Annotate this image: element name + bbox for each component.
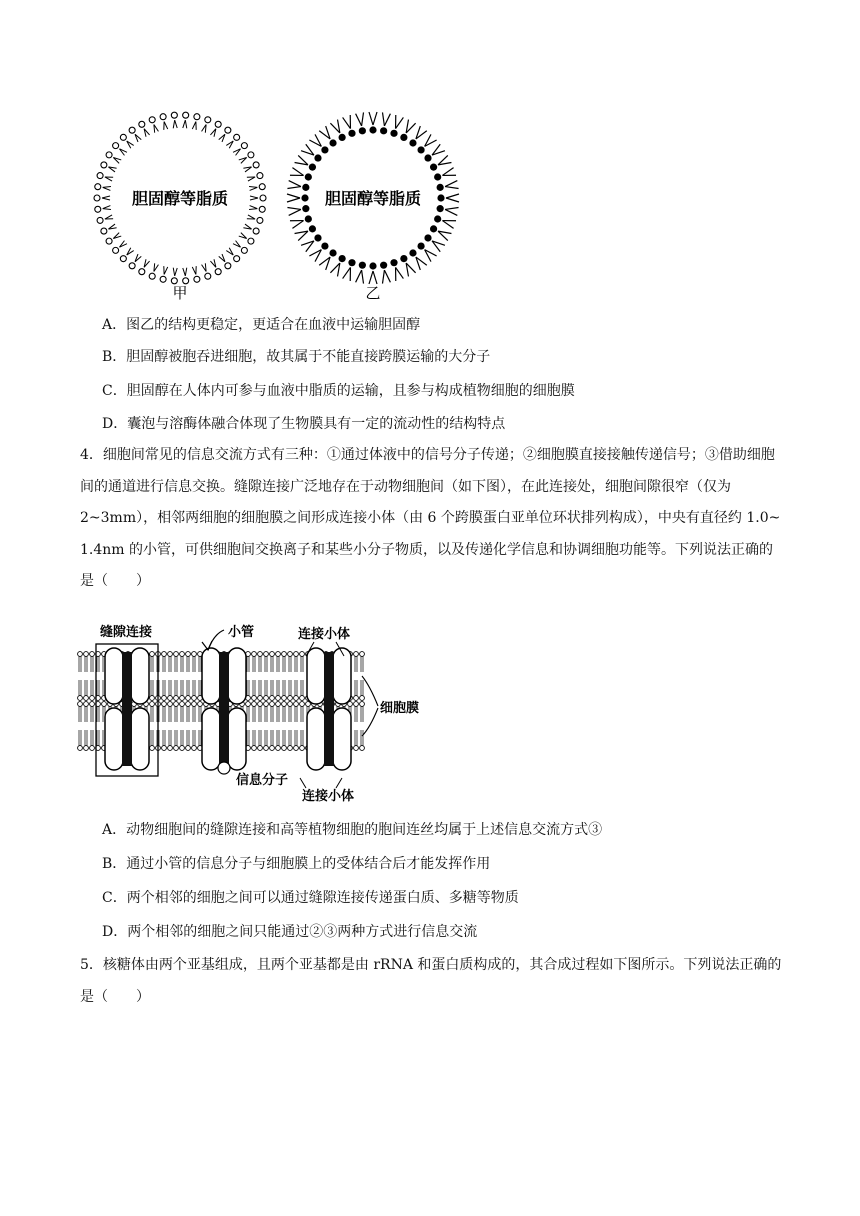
lipid-tail [173, 268, 174, 276]
lipid-tail [250, 198, 258, 200]
membrane-head [180, 652, 185, 657]
lipid-head [257, 217, 263, 223]
lipid-head [260, 195, 266, 201]
membrane-head [282, 702, 287, 707]
connexon-channels [105, 648, 351, 770]
connexon-subunit [307, 648, 325, 704]
lipid-head [437, 184, 444, 191]
connexon-subunit [333, 708, 351, 770]
lipid-head [225, 127, 231, 133]
lipid-tail [102, 198, 110, 200]
lipid-head [171, 278, 177, 284]
membrane-head [270, 652, 275, 657]
membrane-head [90, 702, 95, 707]
lipid-head [321, 146, 328, 153]
lipid-head [225, 263, 231, 269]
membrane-head [180, 746, 185, 751]
membrane-head [174, 746, 179, 751]
membrane-head [168, 746, 173, 751]
lipid-tail [356, 114, 362, 126]
lipid-head [234, 256, 240, 262]
membrane-head [84, 652, 89, 657]
membrane-head [288, 746, 293, 751]
lipid-head [305, 173, 312, 180]
label-connexon-bottom: 连接小体 [302, 789, 355, 804]
label-connexon-top: 连接小体 [297, 627, 351, 642]
lipid-tail [383, 270, 385, 283]
membrane-head [150, 746, 155, 751]
connexon-subunit [131, 708, 149, 770]
membrane-head [246, 702, 251, 707]
membrane-head [270, 746, 275, 751]
lipid-tail [446, 194, 459, 198]
lipid-head [309, 164, 316, 171]
membrane-head [276, 746, 281, 751]
lipid-tail [369, 271, 373, 284]
lipid-head [139, 269, 145, 275]
membrane-head [78, 652, 83, 657]
membrane-head [78, 696, 83, 701]
membrane-head [180, 696, 185, 701]
lipid-head [359, 262, 366, 269]
membrane-head [90, 696, 95, 701]
connexon-subunit [202, 708, 220, 770]
lipid-head [241, 143, 247, 149]
lipid-head [390, 259, 397, 266]
lipid-head [409, 139, 416, 146]
membrane-head [354, 652, 359, 657]
lipid-head [205, 273, 211, 279]
membrane-head [186, 652, 191, 657]
membrane-head [354, 746, 359, 751]
lipid-tail [369, 112, 373, 125]
membrane-head [168, 696, 173, 701]
lipid-head [329, 139, 336, 146]
lipid-head [434, 215, 441, 222]
label-signal-molecule: 信息分子 [236, 773, 289, 788]
lipid-head [95, 184, 101, 190]
membrane-head [294, 702, 299, 707]
lipid-tail [287, 187, 300, 189]
membrane-head [282, 746, 287, 751]
lipid-head [183, 112, 189, 118]
lipid-tail [103, 187, 111, 190]
lipid-head [390, 130, 397, 137]
lipid-tail [192, 267, 196, 274]
membrane-head [168, 652, 173, 657]
lipid-head [160, 114, 166, 120]
membrane-head [186, 746, 191, 751]
membrane-head [198, 702, 203, 707]
lipid-tail [192, 122, 196, 129]
lipid-head [234, 134, 240, 140]
lipid-tail [250, 196, 258, 198]
lipid-head [417, 242, 424, 249]
connexon-subunit [333, 648, 351, 704]
lipid-head [400, 255, 407, 262]
lipid-head [149, 273, 155, 279]
lipid-tail [289, 209, 301, 215]
lipid-head [248, 152, 254, 158]
lipid-head [380, 127, 387, 134]
label-tube: 小管 [228, 625, 255, 640]
lipid-head [329, 249, 336, 256]
lipid-head [409, 249, 416, 256]
membrane-head [270, 702, 275, 707]
membrane-head [360, 652, 365, 657]
membrane-head [360, 696, 365, 701]
lipid-tail [164, 122, 168, 129]
lipid-tail [373, 112, 377, 125]
lipid-head [129, 127, 135, 133]
lipid-tail [343, 117, 351, 128]
membrane-head [354, 702, 359, 707]
connexon-subunit [202, 648, 220, 704]
membrane-head [300, 702, 305, 707]
lipid-tail [183, 120, 186, 128]
membrane-head [360, 746, 365, 751]
lipid-head [129, 263, 135, 269]
label-gap-junction: 缝隙连接 [99, 625, 153, 640]
lipid-head [215, 121, 221, 127]
lipid-tail [292, 221, 303, 229]
membrane-head [186, 696, 191, 701]
lipid-head [160, 276, 166, 282]
membrane-head [288, 696, 293, 701]
lipid-tail [249, 186, 257, 187]
q4-option-d: D．两个相邻的细胞之间只能通过②③两种方式进行信息交流 [102, 924, 478, 940]
lipid-head [106, 238, 112, 244]
lipid-head [205, 117, 211, 123]
membrane-head [192, 746, 197, 751]
membrane-head [258, 652, 263, 657]
lipid-tail [175, 268, 178, 276]
membrane-head [288, 652, 293, 657]
lipid-head [97, 173, 103, 179]
q3-option-b: B．胆固醇被胞吞进细胞，故其属于不能直接跨膜运输的大分子 [102, 349, 491, 365]
gap-junction-figure [74, 616, 474, 806]
membrane-head [84, 702, 89, 707]
membrane-head [270, 696, 275, 701]
q4-option-c: C．两个相邻的细胞之间可以通过缝隙连接传递蛋白质、多糖等物质 [102, 890, 519, 906]
lipid-tail [384, 114, 390, 126]
caption-jia: 甲 [172, 284, 188, 302]
lipid-head [97, 217, 103, 223]
membrane-head [276, 652, 281, 657]
lipid-head [113, 143, 119, 149]
lipid-tail [289, 181, 301, 187]
q4-option-b: B．通过小管的信息分子与细胞膜上的受体结合后才能发挥作用 [102, 856, 491, 872]
lipid-tail [185, 268, 186, 276]
lipid-head [369, 262, 376, 269]
connexon-subunit [105, 648, 123, 704]
q5-stem: 5．核糖体由两个亚基组成，且两个亚基都是由 rRNA 和蛋白质构成的，其合成过程如下图所示。下列说法正确的是（ ） [80, 957, 782, 1005]
membrane-head [192, 652, 197, 657]
membrane-head [84, 696, 89, 701]
membrane-head [252, 696, 257, 701]
lipid-tail [175, 120, 178, 128]
q3-option-d: D．囊泡与溶酶体融合体现了生物膜具有一定的流动性的结构特点 [102, 416, 506, 432]
lipid-head [301, 194, 308, 201]
lipid-head [400, 134, 407, 141]
membrane-head [150, 652, 155, 657]
lipid-tail [396, 117, 404, 128]
lipid-head [314, 234, 321, 241]
membrane-head [150, 696, 155, 701]
connexon-subunit [105, 708, 123, 770]
lipid-head [183, 278, 189, 284]
lipid-head [101, 162, 107, 168]
lipid-tail [396, 267, 404, 278]
membrane-head [288, 702, 293, 707]
lipid-head [434, 173, 441, 180]
lipid-head [305, 215, 312, 222]
membrane-head [162, 696, 167, 701]
lipid-tail [287, 194, 300, 198]
connexon-subunit [228, 708, 246, 770]
signal-molecule-icon [218, 762, 230, 774]
q3-option-a: A．图乙的结构更稳定，更适合在血液中运输胆固醇 [102, 317, 421, 333]
lipid-head [259, 184, 265, 190]
membrane-head [258, 746, 263, 751]
membrane-head [174, 696, 179, 701]
lipid-head [139, 121, 145, 127]
lipid-tail [383, 112, 385, 125]
channel-core [219, 652, 229, 766]
lipid-tail [173, 120, 174, 128]
membrane-head [90, 652, 95, 657]
lipid-tail [356, 270, 362, 282]
lipid-head [113, 247, 119, 253]
lipid-head [339, 255, 346, 262]
channel-core [122, 652, 132, 766]
membrane-head [84, 746, 89, 751]
membrane-head [78, 746, 83, 751]
lipid-head [106, 152, 112, 158]
lipid-tail [103, 186, 111, 187]
q3-option-c: C．胆固醇在人体内可参与血液中脂质的运输，且参与构成植物细胞的细胞膜 [102, 383, 575, 399]
vesicle-figure [80, 100, 480, 310]
membrane-head [354, 696, 359, 701]
lipid-tail [362, 270, 364, 283]
lipid-head [194, 276, 200, 282]
connexon-subunit [131, 648, 149, 704]
lipid-tail [102, 196, 110, 198]
lipid-head [95, 206, 101, 212]
lipid-tail [446, 198, 459, 202]
lipid-head [424, 234, 431, 241]
membrane-head [252, 652, 257, 657]
membrane-head [264, 696, 269, 701]
membrane-head [294, 696, 299, 701]
lipid-head [430, 225, 437, 232]
membrane-head [252, 702, 257, 707]
lipid-tail [185, 120, 186, 128]
lipid-head [259, 206, 265, 212]
vesicle-jia-label: 胆固醇等脂质 [131, 189, 229, 208]
lipid-tail [445, 209, 457, 215]
membrane-head [192, 696, 197, 701]
lipid-head [215, 269, 221, 275]
membrane-head [180, 702, 185, 707]
q4-option-a: A．动物细胞间的缝隙连接和高等植物细胞的胞间连丝均属于上述信息交流方式③ [102, 822, 603, 838]
lipid-head [253, 162, 259, 168]
membrane-head [300, 746, 305, 751]
membrane-head [360, 702, 365, 707]
lipid-head [430, 164, 437, 171]
lipid-tail [103, 209, 111, 210]
lipid-tail [164, 267, 168, 274]
connexon-subunit [228, 648, 246, 704]
lipid-head [348, 130, 355, 137]
membrane-head [258, 696, 263, 701]
q4-stem: 4．细胞间常见的信息交流方式有三种：①通过体液中的信号分子传递；②细胞膜直接接触传递信号；③借助细胞间的通道进行信息交换。缝隙连接广泛地存在于动物细胞间（如下图），在此连接处，细胞间隙很窄（仅为 2~3mm），相邻两细胞的细胞膜之间形成连接小体（由 6 个跨膜蛋白亚单位环状排列构成），中央有直径约 1.0~ 1.4nm 的小管，可供细胞间交换离子和某些小分子物质，以及传递化学信息和协调细胞功能等。下列说法正确的是（ ） [80, 447, 781, 589]
membrane-head [300, 652, 305, 657]
lipid-head [241, 247, 247, 253]
lipid-head [101, 228, 107, 234]
membrane-head [276, 702, 281, 707]
lipid-head [359, 127, 366, 134]
lipid-tail [442, 221, 453, 229]
membrane-head [282, 652, 287, 657]
lipid-head [339, 134, 346, 141]
lipid-tail [250, 206, 258, 209]
lipid-tail [250, 187, 258, 190]
lipid-head [321, 242, 328, 249]
lipid-tail [103, 206, 111, 209]
tube-arrow [208, 630, 224, 650]
lipid-head [437, 205, 444, 212]
lipid-head [369, 126, 376, 133]
lipid-head [302, 184, 309, 191]
membrane-head [252, 746, 257, 751]
lipid-head [171, 112, 177, 118]
lipid-head [253, 228, 259, 234]
membrane-head [264, 746, 269, 751]
membrane-head [162, 746, 167, 751]
membrane-head [174, 652, 179, 657]
membrane-head [294, 746, 299, 751]
lipid-tail [373, 271, 377, 284]
connexon-subunit [307, 708, 325, 770]
lipid-head [380, 262, 387, 269]
lipid-tail [287, 198, 300, 202]
lipid-head [314, 154, 321, 161]
lipid-head [417, 146, 424, 153]
lipid-head [437, 194, 444, 201]
membrane-head [90, 746, 95, 751]
label-membrane: 细胞膜 [380, 701, 420, 716]
membrane-head [264, 652, 269, 657]
membrane-head [264, 702, 269, 707]
membrane-head [294, 652, 299, 657]
lipid-head [309, 225, 316, 232]
connexon-bottom-pointer [300, 778, 342, 788]
lipid-tail [292, 168, 303, 176]
membrane-head [276, 696, 281, 701]
membrane-head [186, 702, 191, 707]
membrane-head [162, 702, 167, 707]
lipid-tail [445, 181, 457, 187]
membrane-head [300, 696, 305, 701]
caption-yi: 乙 [365, 284, 381, 302]
lipid-tail [343, 267, 351, 278]
vesicle-yi-label: 胆固醇等脂质 [324, 189, 422, 208]
lipid-tail [362, 112, 364, 125]
membrane-head [168, 702, 173, 707]
membrane-head [258, 702, 263, 707]
lipid-tail [183, 268, 186, 276]
lipid-head [194, 114, 200, 120]
lipid-tail [445, 208, 458, 210]
lipid-head [248, 238, 254, 244]
lipid-tail [287, 208, 300, 210]
membrane-head [102, 702, 107, 707]
membrane-head [192, 702, 197, 707]
membrane-head [78, 702, 83, 707]
membrane-head [174, 702, 179, 707]
lipid-head [120, 134, 126, 140]
lipid-head [348, 259, 355, 266]
lipid-head [424, 154, 431, 161]
lipid-tail [445, 187, 458, 189]
membrane-head [150, 702, 155, 707]
membrane-head [162, 652, 167, 657]
lipid-head [302, 205, 309, 212]
lipid-tail [442, 168, 453, 176]
lipid-head [120, 256, 126, 262]
membrane-pointer [362, 676, 378, 736]
membrane-head [282, 696, 287, 701]
lipid-head [94, 195, 100, 201]
lipid-tail [249, 209, 257, 210]
channel-core [324, 652, 334, 766]
lipid-head [149, 117, 155, 123]
lipid-tail [384, 270, 390, 282]
lipid-head [257, 173, 263, 179]
